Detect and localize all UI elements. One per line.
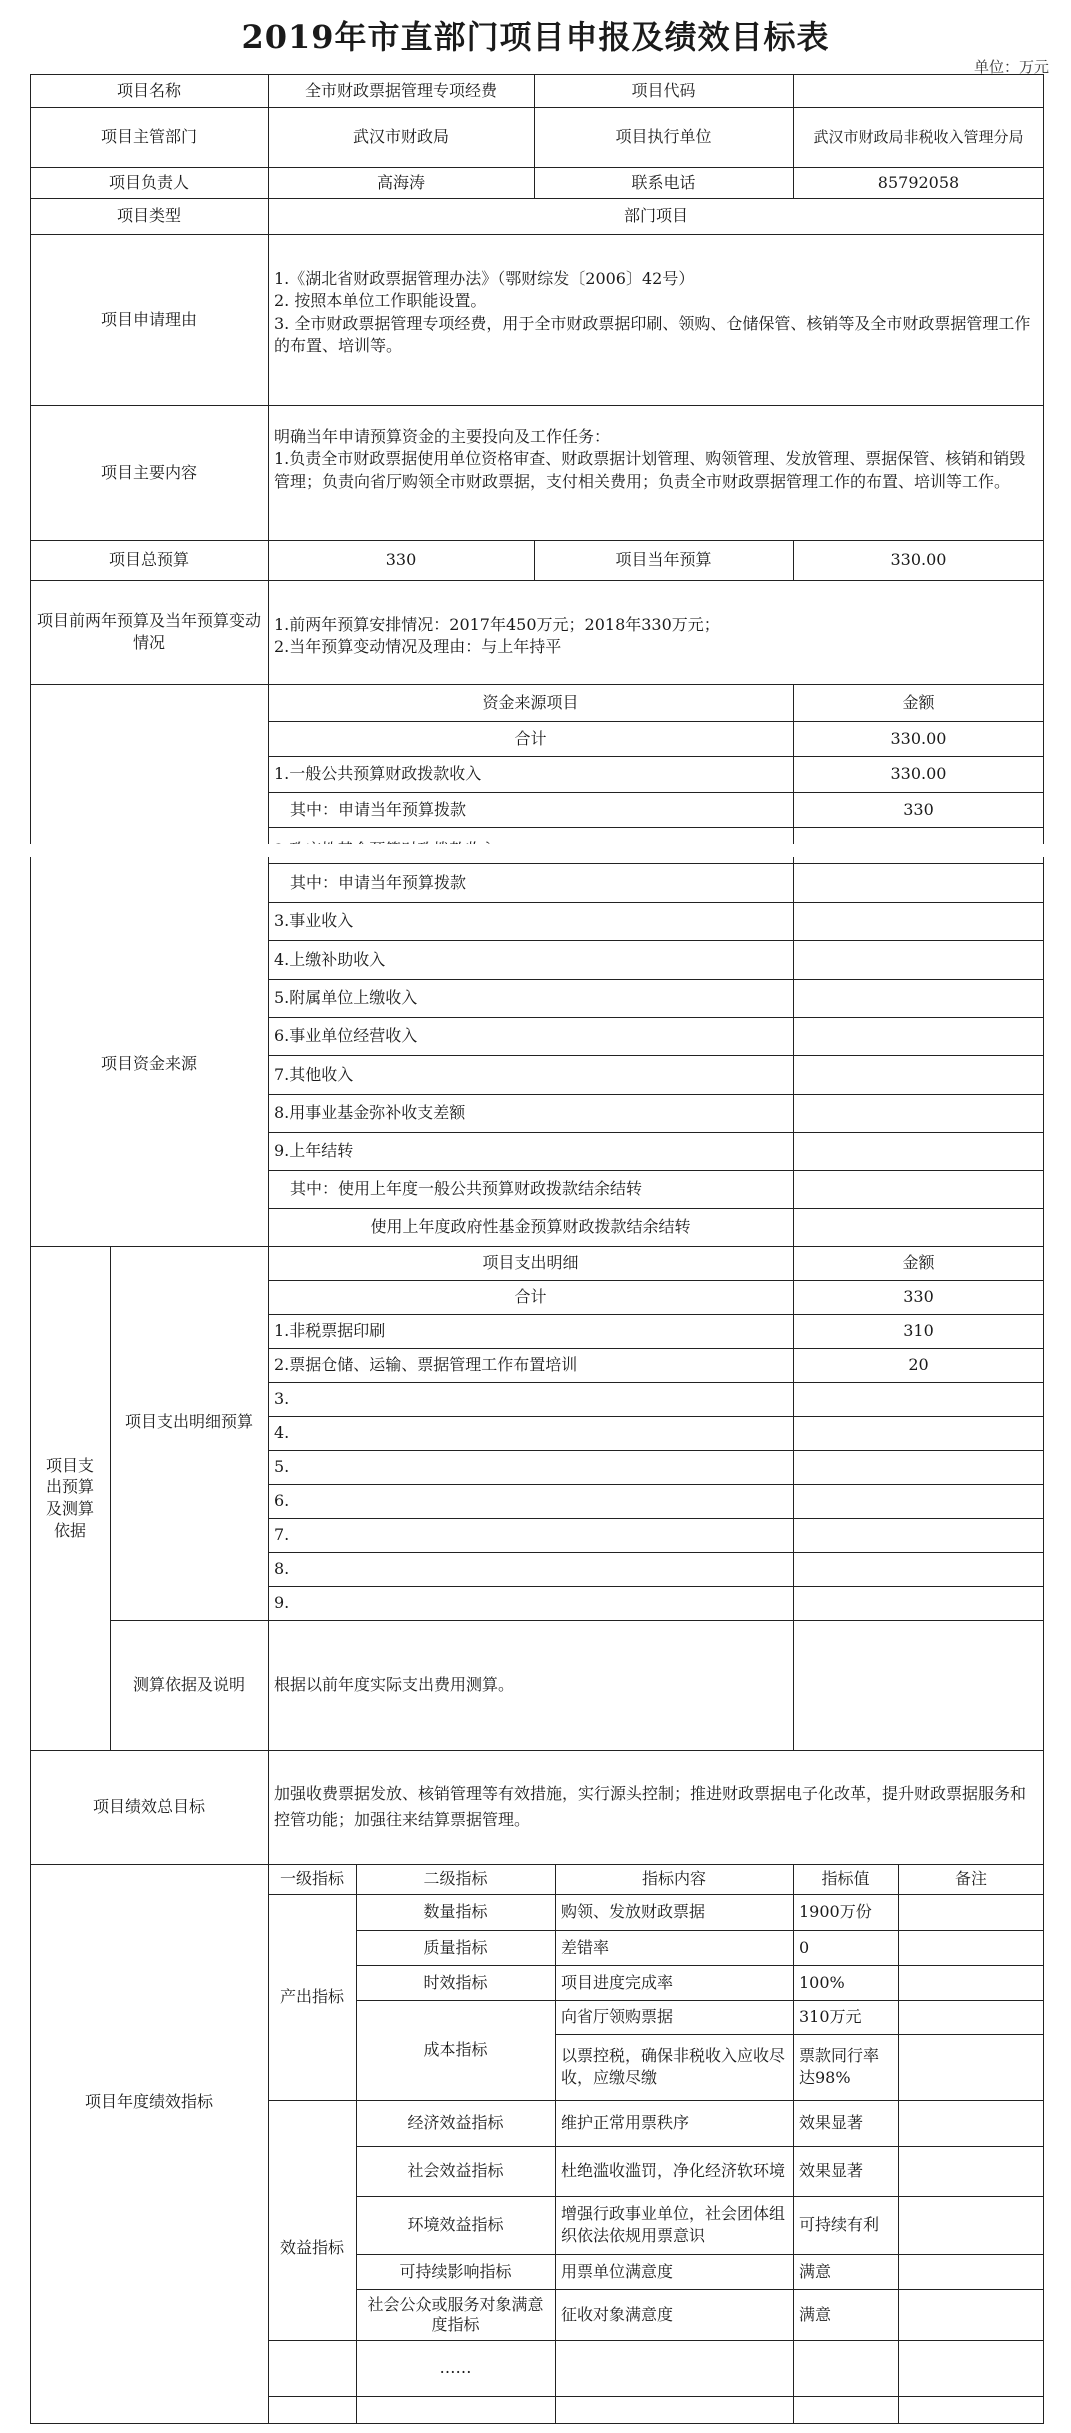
phone-value: 85792058 — [877, 172, 960, 192]
ind-level2: 社会效益指标 — [407, 2161, 504, 2181]
expense-row-name: 6. — [274, 1491, 290, 1511]
funding-row-name: 其中：申请当年预算拨款 — [290, 799, 467, 819]
ind-content — [555, 2340, 793, 2396]
reason-line: 3. 全市财政票据管理专项经费，用于全市财政票据印刷、领购、仓储保管、核销等及全市财政票据管理工作的布置、培训等。 — [274, 313, 1031, 356]
funding-row-name: 使用上年度政府性基金预算财政拨款结余结转 — [370, 1217, 691, 1237]
ind-content: 购领、发放财政票据 — [561, 1902, 706, 1922]
expense-row-name: 4. — [274, 1423, 290, 1443]
reason-text — [268, 262, 1044, 405]
exec-unit-label: 项目执行单位 — [615, 127, 712, 147]
cell-cover — [794, 1621, 1043, 1749]
ind-value: 效果显著 — [799, 2161, 864, 2181]
exec-unit-value: 武汉市财政局非税收入管理分局 — [813, 127, 1024, 146]
dept-label: 项目主管部门 — [100, 127, 197, 147]
leader-label: 项目负责人 — [108, 172, 189, 192]
reason-line: 1.《湖北省财政票据管理办法》（鄂财综发〔2006〕42号） — [274, 269, 695, 288]
funding-row-amount — [793, 1208, 1044, 1246]
ind-content: 以票控税，确保非税收入应收尽收，应缴尽缴 — [561, 2046, 786, 2087]
ind-head-note: 备注 — [954, 1869, 987, 1889]
total-budget-value: 330 — [385, 550, 417, 570]
ind-content: 增强行政事业单位，社会团体组织依法依规用票意识 — [561, 2204, 786, 2245]
ind-content: 征收对象满意度 — [561, 2304, 674, 2324]
content-text — [268, 420, 1044, 540]
page-break-band — [26, 844, 1048, 857]
expense-row-amount — [793, 1484, 1044, 1518]
perf-goal-label: 项目绩效总目标 — [92, 1797, 205, 1817]
ind-head-value: 指标值 — [821, 1869, 870, 1889]
ind-level2: 质量指标 — [423, 1937, 488, 1957]
expense-row-name: 5. — [274, 1457, 290, 1477]
funding-row-name: 3.事业收入 — [274, 911, 354, 931]
funding-row-name: 7.其他收入 — [274, 1064, 354, 1084]
ind-value: 效果显著 — [799, 2113, 864, 2133]
funding-row-name: 9.上年结转 — [274, 1141, 354, 1161]
ind-level2: 可持续影响指标 — [399, 2261, 512, 2281]
project-code-label: 项目代码 — [631, 80, 696, 100]
expense-row-amount — [793, 1416, 1044, 1450]
expense-row-name: 3. — [274, 1389, 290, 1409]
current-budget-value: 330.00 — [890, 550, 947, 570]
ind-level2: 时效指标 — [423, 1972, 488, 1992]
ind-content: 杜绝滥收滥罚，净化经济软环境 — [561, 2161, 786, 2181]
funding-row-amount — [793, 1017, 1044, 1055]
ind-head-content: 指标内容 — [641, 1869, 706, 1889]
ind-level2: 成本指标 — [423, 2040, 488, 2060]
ind-value: 1900万份 — [799, 1902, 872, 1922]
funding-head-amount: 金额 — [902, 692, 935, 712]
reason-label: 项目申请理由 — [100, 309, 197, 329]
expense-row-amount — [793, 1518, 1044, 1552]
content-line: 1.负责全市财政票据使用单位资格审查、财政票据计划管理、购领管理、发放管理、票据保管、核销和销毁管理；负责向省厅购领全市财政票据，支付相关费用；负责全市财政票据管理工作的布置、培训等工作。 — [274, 449, 1026, 491]
prior-text — [268, 608, 1044, 684]
project-code-value — [793, 74, 1044, 107]
funding-row-amount — [793, 863, 1044, 902]
ind-level2: 数量指标 — [423, 1902, 488, 1922]
expense-row-amount — [793, 1586, 1044, 1620]
expense-row-name: 2.票据仓储、运输、票据管理工作布置培训 — [274, 1355, 578, 1375]
funding-row-amount — [793, 902, 1044, 940]
expense-row-name: 8. — [274, 1559, 290, 1579]
funding-row-amount — [793, 979, 1044, 1017]
funding-row-amount: 330.00 — [890, 764, 947, 784]
reason-line: 2. 按照本单位工作职能设置。 — [274, 291, 487, 311]
ind-content: 差错率 — [561, 1937, 610, 1957]
expense-row-amount — [793, 1382, 1044, 1416]
total-budget-label: 项目总预算 — [108, 550, 189, 570]
unit-label: 单位：万元 — [973, 58, 1049, 76]
expense-head-amount: 金额 — [902, 1253, 935, 1273]
ind-content: 维护正常用票秩序 — [561, 2113, 690, 2133]
page-title: 2019年市直部门项目申报及绩效目标表 — [241, 18, 830, 56]
phone-label: 联系电话 — [631, 172, 696, 192]
funding-row-name: 6.事业单位经营收入 — [274, 1026, 418, 1046]
funding-row-name: 其中：使用上年度一般公共预算财政拨款结余结转 — [290, 1179, 643, 1199]
funding-row-name: 4.上缴补助收入 — [274, 949, 386, 969]
basis-label: 测算依据及说明 — [132, 1675, 245, 1695]
dept-value: 武汉市财政局 — [352, 127, 449, 147]
prior-line: 2.当年预算变动情况及理由：与上年持平 — [274, 637, 562, 657]
ind-value: 310万元 — [799, 2007, 862, 2027]
ind-value: 0 — [799, 1937, 810, 1957]
funding-row-amount — [793, 1170, 1044, 1208]
expense-row-amount: 310 — [903, 1321, 934, 1341]
ind-level2: 经济效益指标 — [407, 2113, 504, 2133]
benefit-indicator-label: 效益指标 — [279, 2238, 344, 2258]
ind-content: 向省厅领购票据 — [561, 2007, 674, 2027]
funding-label: 项目资金来源 — [100, 1054, 197, 1074]
project-name-value: 全市财政票据管理专项经费 — [304, 80, 497, 100]
funding-row-name: 8.用事业基金弥补收支差额 — [274, 1103, 466, 1123]
indicators-label: 项目年度绩效指标 — [84, 2092, 213, 2112]
leader-value: 高海涛 — [376, 172, 425, 192]
funding-row-amount — [793, 1132, 1044, 1170]
perf-goal-value: 加强收费票据发放、核销管理等有效措施，实行源头控制；推进财政票据电子化改革，提升财政票据服务和控管功能；加强往来结算票据管理。 — [274, 1784, 1027, 1829]
ind-level2: 社会公众或服务对象满意度指标 — [367, 2294, 544, 2334]
content-line: 明确当年申请预算资金的主要投向及工作任务： — [274, 427, 611, 446]
expense-row-name: 9. — [274, 1593, 290, 1613]
funding-head-item: 资金来源项目 — [482, 692, 579, 712]
expense-row-amount: 20 — [908, 1355, 929, 1375]
current-budget-label: 项目当年预算 — [615, 550, 712, 570]
ind-head-level1: 一级指标 — [279, 1869, 344, 1889]
output-indicator-label: 产出指标 — [279, 1987, 344, 2007]
expense-row-amount — [793, 1450, 1044, 1484]
ind-value: 100% — [799, 1972, 845, 1992]
content-label: 项目主要内容 — [100, 462, 197, 482]
type-value: 部门项目 — [623, 206, 688, 226]
prior-line: 1.前两年预算安排情况：2017年450万元；2018年330万元； — [274, 615, 720, 634]
ind-value: 满意 — [799, 2261, 832, 2281]
funding-row-name: 合计 — [514, 728, 547, 748]
funding-row-name: 5.附属单位上缴收入 — [274, 988, 418, 1008]
prior-label: 项目前两年预算及当年预算变动情况 — [36, 611, 261, 652]
expense-outer-label: 项目支出预算及测算依据 — [45, 1455, 94, 1540]
expense-row-amount — [793, 1552, 1044, 1586]
expense-row-name: 合计 — [514, 1287, 547, 1307]
ind-head-level2: 二级指标 — [423, 1869, 488, 1889]
type-label: 项目类型 — [116, 206, 181, 226]
form-table — [30, 74, 1044, 2424]
ind-value: 票款同行率达98% — [799, 2046, 880, 2087]
funding-row-amount — [793, 940, 1044, 979]
funding-row-name: 1.一般公共预算财政拨款收入 — [274, 764, 482, 784]
ind-content: 用票单位满意度 — [561, 2261, 674, 2281]
row-divider — [268, 2396, 1044, 2397]
ind-level2: …… — [439, 2358, 472, 2378]
ind-value: 满意 — [799, 2304, 832, 2324]
expense-row-amount: 330 — [903, 1287, 934, 1307]
basis-value: 根据以前年度实际支出费用测算。 — [274, 1675, 515, 1695]
funding-row-amount: 330.00 — [890, 728, 947, 748]
expense-detail-label: 项目支出明细预算 — [124, 1412, 253, 1432]
project-name-label: 项目名称 — [116, 80, 181, 100]
ind-level2: 环境效益指标 — [407, 2215, 504, 2235]
expense-row-name: 1.非税票据印刷 — [274, 1321, 386, 1341]
funding-row-name: 其中：申请当年预算拨款 — [290, 872, 467, 892]
funding-row-amount — [793, 1055, 1044, 1094]
ind-value — [793, 2340, 898, 2396]
ind-content: 项目进度完成率 — [561, 1972, 674, 1992]
funding-row-amount: 330 — [903, 799, 934, 819]
expense-head-item: 项目支出明细 — [482, 1253, 579, 1273]
expense-row-name: 7. — [274, 1525, 290, 1545]
ind-value: 可持续有利 — [799, 2215, 880, 2235]
funding-row-amount — [793, 1094, 1044, 1132]
